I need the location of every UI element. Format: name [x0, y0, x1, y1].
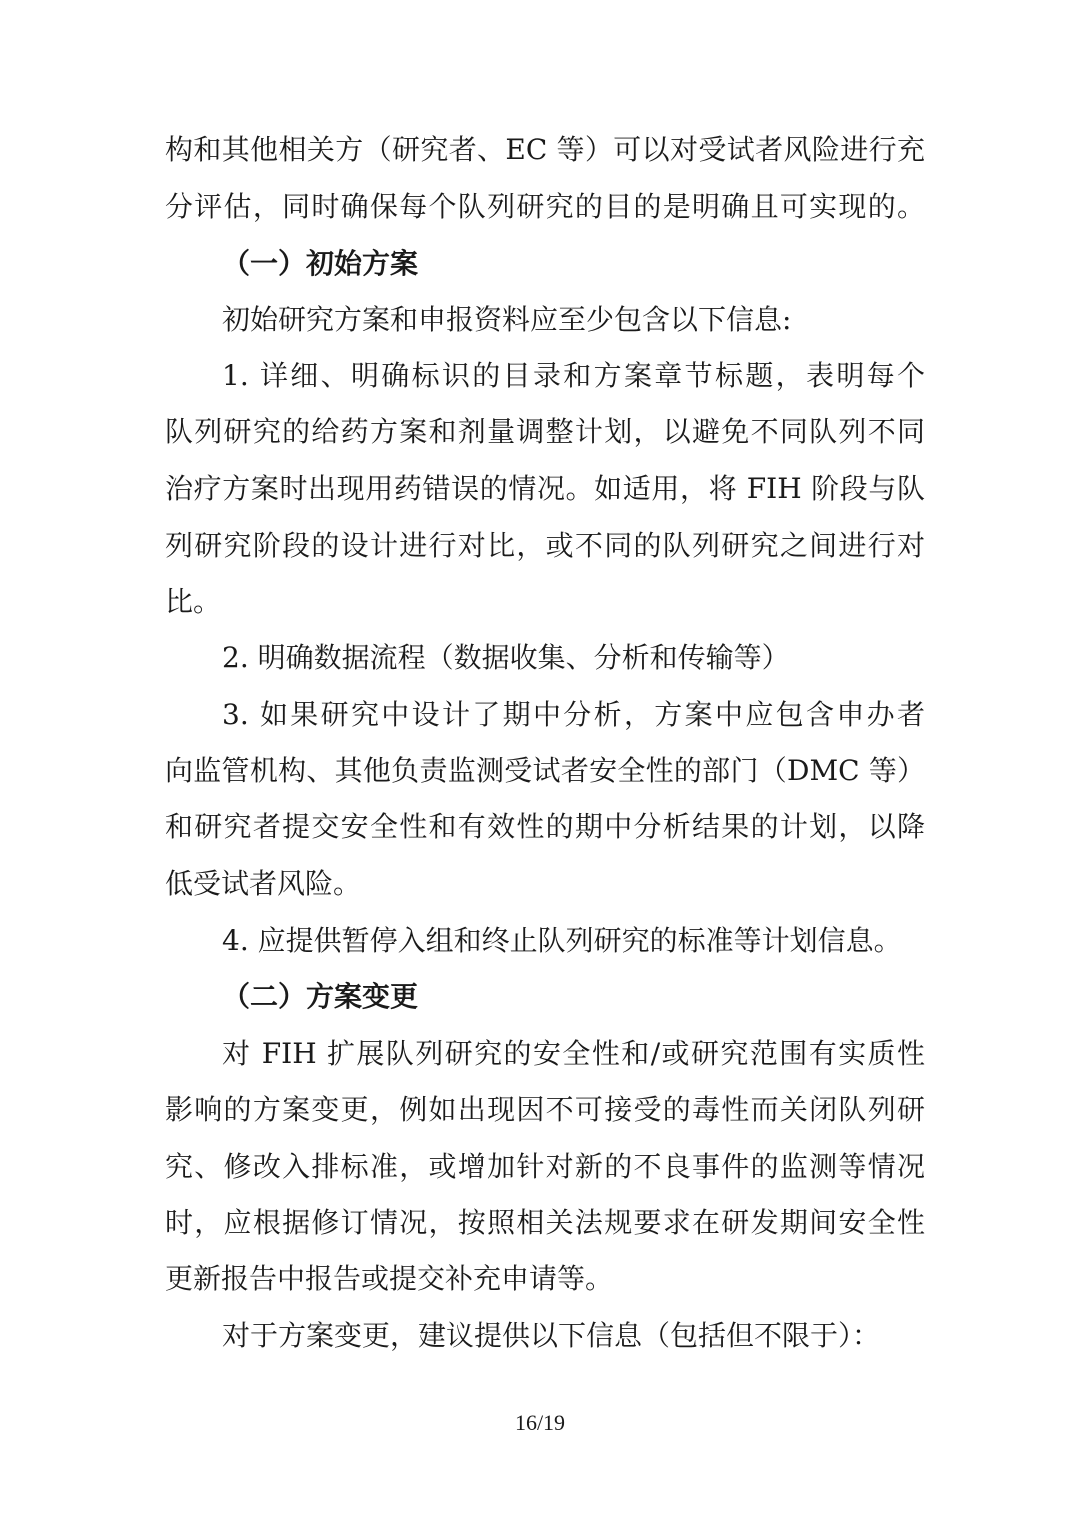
- text-line-18: 影响的方案变更，例如出现因不可接受的毒性而关闭队列研: [165, 1093, 925, 1126]
- section-heading-protocol-change: （二）方案变更: [222, 980, 419, 1013]
- text-line-4: 初始研究方案和申报资料应至少包含以下信息:: [222, 303, 792, 336]
- text-line-7: 治疗方案时出现用药错误的情况。如适用，将 FIH 阶段与队: [165, 472, 925, 505]
- list-item-3: 3. 如果研究中设计了期中分析，方案中应包含申办者: [222, 698, 925, 731]
- page-number: 16/19: [514, 1410, 566, 1435]
- text-line-22: 对于方案变更，建议提供以下信息（包括但不限于）：: [222, 1319, 881, 1352]
- text-line-12: 向监管机构、其他负责监测受试者安全性的部门（DMC 等）: [165, 754, 925, 787]
- list-item-4: 4. 应提供暂停入组和终止队列研究的标准等计划信息。: [222, 924, 902, 957]
- list-item-2: 2. 明确数据流程（数据收集、分析和传输等）: [222, 641, 790, 674]
- text-line-8: 列研究阶段的设计进行对比，或不同的队列研究之间进行对: [165, 529, 925, 562]
- section-heading-initial-protocol: （一）初始方案: [222, 247, 419, 280]
- text-line-19: 究、修改入排标准，或增加针对新的不良事件的监测等情况: [165, 1150, 925, 1183]
- text-line-14: 低受试者风险。: [165, 867, 362, 900]
- text-line-9: 比。: [165, 585, 222, 618]
- list-item-1: 1. 详细、明确标识的目录和方案章节标题，表明每个: [222, 359, 925, 392]
- text-line-20: 时，应根据修订情况，按照相关法规要求在研发期间安全性: [165, 1206, 925, 1239]
- text-line-21: 更新报告中报告或提交补充申请等。: [165, 1262, 614, 1295]
- text-line-1: 构和其他相关方（研究者、EC 等）可以对受试者风险进行充: [165, 133, 925, 166]
- text-line-17: 对 FIH 扩展队列研究的安全性和/或研究范围有实质性: [222, 1037, 925, 1070]
- text-line-2: 分评估，同时确保每个队列研究的目的是明确且可实现的。: [165, 190, 925, 223]
- text-line-6: 队列研究的给药方案和剂量调整计划，以避免不同队列不同: [165, 415, 925, 448]
- text-line-13: 和研究者提交安全性和有效性的期中分析结果的计划，以降: [165, 810, 925, 843]
